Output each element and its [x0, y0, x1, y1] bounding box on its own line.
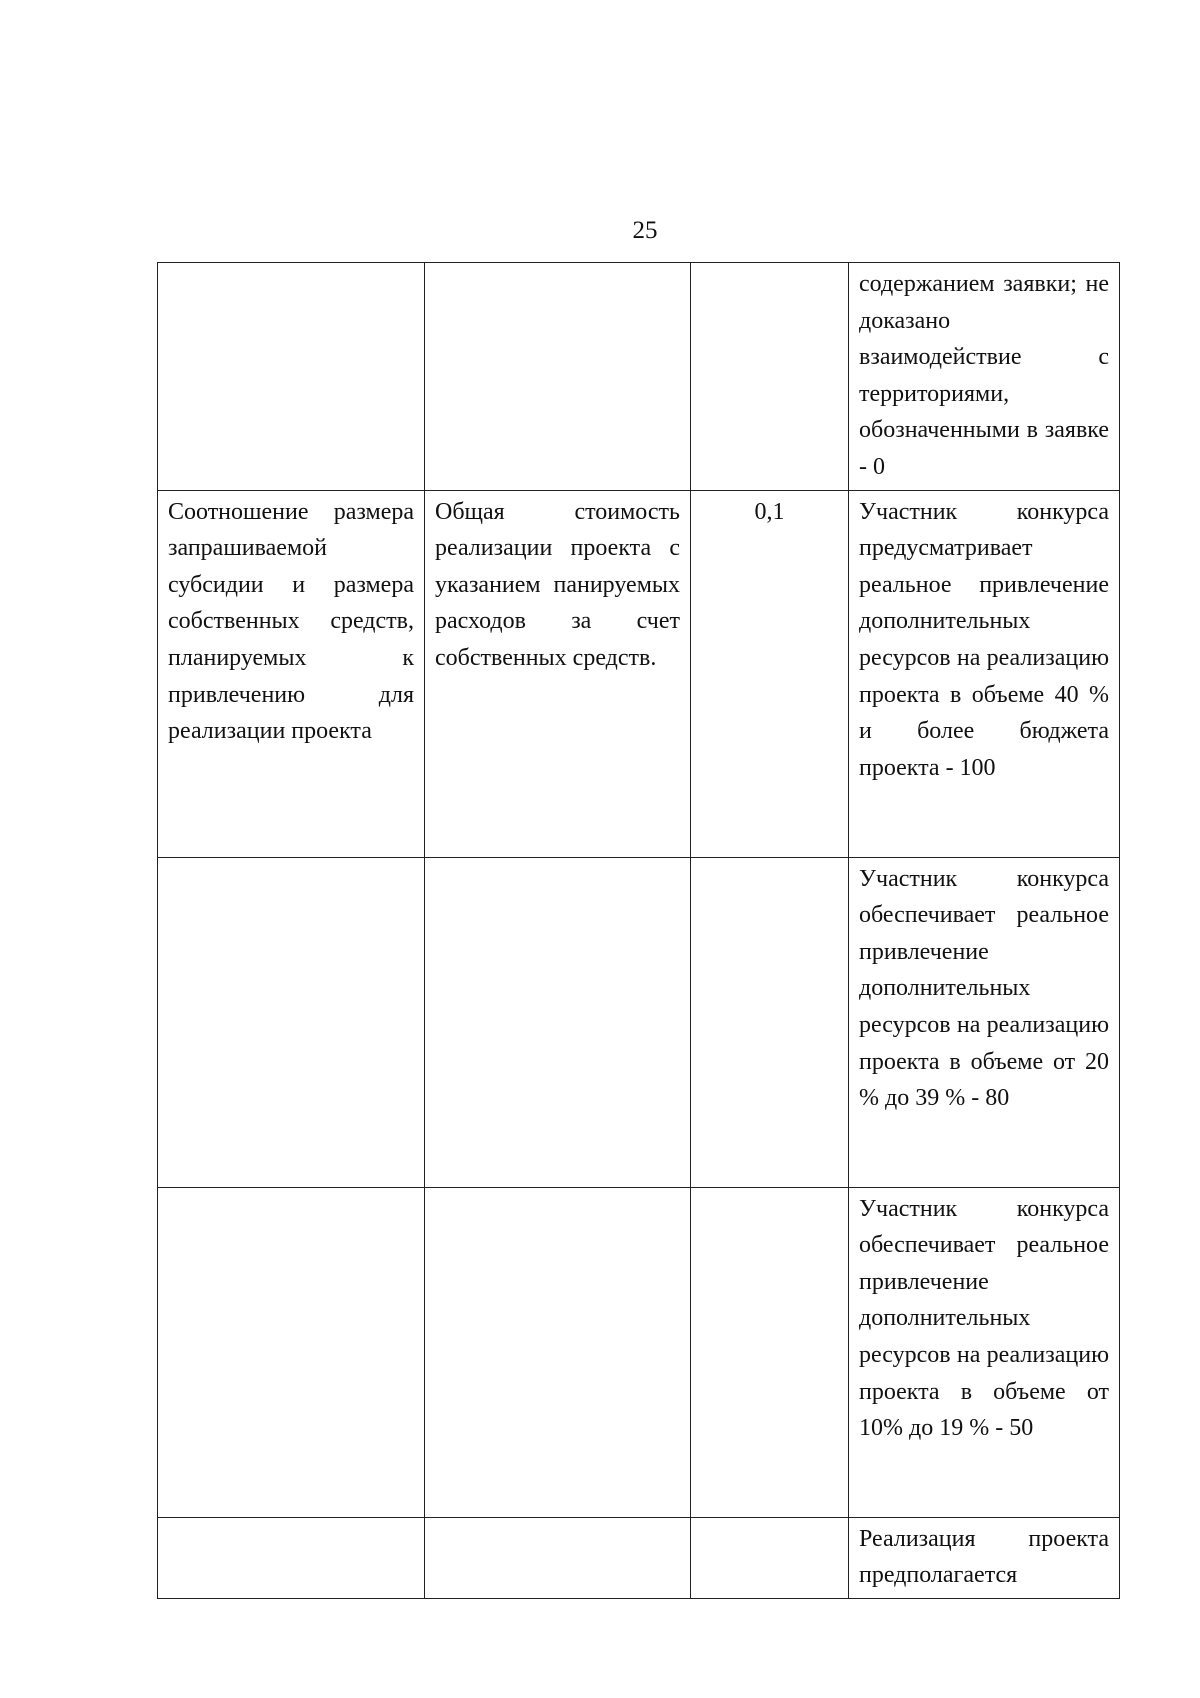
criterion-cell [158, 263, 425, 491]
weight-cell [691, 857, 849, 1187]
criterion-cell: Соотношение размера запрашиваемой субсидии и размера собственных средств, планируемых к привлечению для реализации проекта [158, 490, 425, 857]
score-cell: Участник конкурса обеспечивает реальное привлечение дополнительных ресурсов на реализацию проекта в объеме от 10% до 19 % - 50 [849, 1187, 1120, 1517]
criterion-cell [158, 1517, 425, 1598]
description-cell [425, 857, 691, 1187]
weight-cell [691, 263, 849, 491]
weight-cell [691, 1187, 849, 1517]
description-cell [425, 263, 691, 491]
score-cell: содержанием заявки; не доказано взаимодействие с территориями, обозначенными в заявке - 0 [849, 263, 1120, 491]
table-row [158, 857, 1120, 1187]
weight-cell [691, 1517, 849, 1598]
criterion-cell [158, 857, 425, 1187]
evaluation-criteria-table [157, 262, 1120, 1599]
score-cell: Участник конкурса обеспечивает реальное привлечение дополнительных ресурсов на реализацию проекта в объеме от 20 % до 39 % - 80 [849, 857, 1120, 1187]
table-row [158, 263, 1120, 491]
score-cell: Реализация проекта предполагается [849, 1517, 1120, 1598]
criterion-cell [158, 1187, 425, 1517]
description-cell [425, 1517, 691, 1598]
table-row [158, 1517, 1120, 1598]
table-row [158, 490, 1120, 857]
weight-cell: 0,1 [691, 490, 849, 857]
page-number: 25 [632, 217, 658, 244]
score-cell: Участник конкурса предусматривает реальное привлечение дополнительных ресурсов на реализацию проекта в объеме 40 % и более бюджета проекта - 100 [849, 490, 1120, 857]
table-row [158, 1187, 1120, 1517]
description-cell [425, 1187, 691, 1517]
description-cell: Общая стоимость реализации проекта с указанием панируемых расходов за счет собственных средств. [425, 490, 691, 857]
